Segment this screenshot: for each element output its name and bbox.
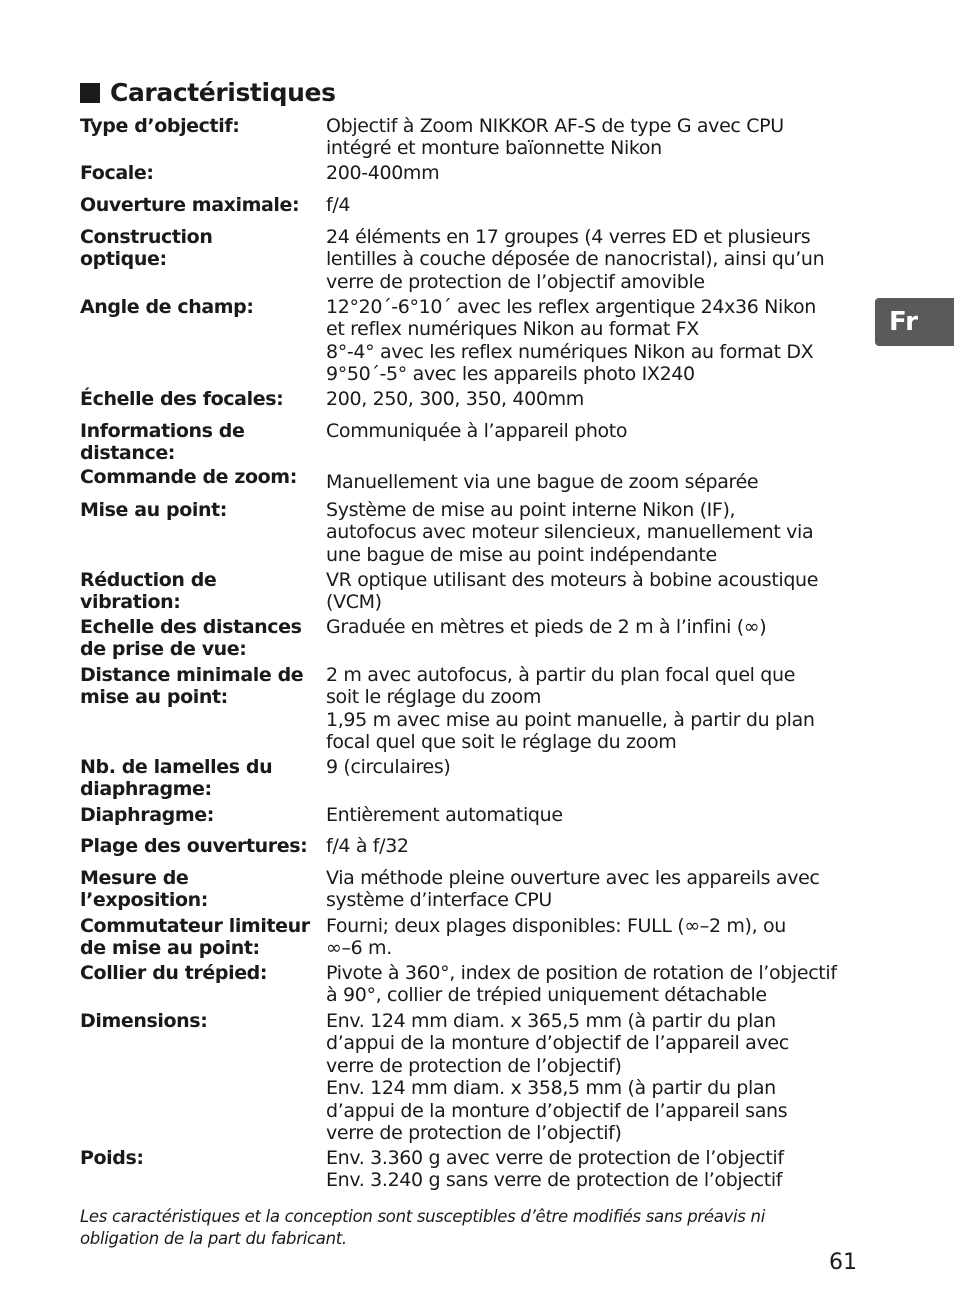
spec-value: Communiquée à l’appareil photo	[326, 420, 628, 442]
spec-value: 200, 250, 300, 350, 400mm	[326, 388, 584, 410]
spec-term: Distance minimale de mise au point:	[80, 664, 304, 709]
footnote: Les caractéristiques et la conception sont susceptibles d’être modifiés sans préavis ni obligation de la part du fabricant.	[80, 1207, 765, 1248]
spec-value: f/4	[326, 194, 351, 216]
spec-term: Poids:	[80, 1147, 144, 1169]
spec-value: 12°20´-6°10´ avec les reflex argentique 24x36 Nikon et reflex numériques Nikon au format FX 8°-4° avec les reflex numériques Nikon au format DX 9°50´-5° avec les appareils photo IX240	[326, 296, 816, 386]
spec-term: Commande de zoom:	[80, 466, 297, 488]
spec-value: Env. 3.360 g avec verre de protection de l’objectif Env. 3.240 g sans verre de protection de l’objectif	[326, 1147, 784, 1192]
spec-term: Nb. de lamelles du diaphragme:	[80, 756, 273, 801]
spec-term: Informations de distance:	[80, 420, 245, 465]
spec-term: Echelle des distances de prise de vue:	[80, 616, 302, 661]
section-title: Caractéristiques	[110, 78, 336, 107]
spec-term: Mesure de l’exposition:	[80, 867, 208, 912]
spec-term: Type d’objectif:	[80, 115, 240, 137]
spec-term: Angle de champ:	[80, 296, 254, 318]
spec-value: VR optique utilisant des moteurs à bobine acoustique (VCM)	[326, 569, 819, 614]
spec-value: 200-400mm	[326, 162, 440, 184]
spec-term: Construction optique:	[80, 226, 213, 271]
spec-term: Réduction de vibration:	[80, 569, 217, 614]
page-number: 61	[829, 1250, 857, 1275]
spec-term: Échelle des focales:	[80, 388, 284, 410]
spec-term: Focale:	[80, 162, 154, 184]
square-bullet-icon	[80, 83, 100, 103]
spec-value: 24 éléments en 17 groupes (4 verres ED et plusieurs lentilles à couche déposée de nanocristal), ainsi qu’un verre de protection de l’objectif amovible	[326, 226, 825, 293]
spec-term: Plage des ouvertures:	[80, 835, 308, 857]
spec-term: Mise au point:	[80, 499, 227, 521]
spec-term: Commutateur limiteur de mise au point:	[80, 915, 310, 960]
spec-value: 2 m avec autofocus, à partir du plan focal quel que soit le réglage du zoom 1,95 m avec mise au point manuelle, à partir du plan focal quel que soit le réglage du zoom	[326, 664, 815, 754]
spec-term: Ouverture maximale:	[80, 194, 300, 216]
section-heading	[80, 78, 336, 107]
spec-term: Dimensions:	[80, 1010, 208, 1032]
spec-value: Système de mise au point interne Nikon (IF), autofocus avec moteur silencieux, manuellement via une bague de mise au point indépendante	[326, 499, 814, 566]
spec-value: 9 (circulaires)	[326, 756, 451, 778]
spec-term: Diaphragme:	[80, 804, 214, 826]
spec-value: Entièrement automatique	[326, 804, 563, 826]
spec-value: Pivote à 360°, index de position de rotation de l’objectif à 90°, collier de trépied uniquement détachable	[326, 962, 837, 1007]
spec-value: Manuellement via une bague de zoom séparée	[326, 471, 759, 493]
spec-value: f/4 à f/32	[326, 835, 409, 857]
spec-value: Env. 124 mm diam. x 365,5 mm (à partir du plan d’appui de la monture d’objectif de l’appareil avec verre de protection de l’objectif) Env. 124 mm diam. x 358,5 mm (à partir du plan d’appui de la monture d’objectif de l’appareil sans verre de protection de l’objectif)	[326, 1010, 789, 1145]
spec-value: Fourni; deux plages disponibles: FULL (∞–2 m), ou ∞–6 m.	[326, 915, 786, 960]
language-tab: Fr	[875, 298, 954, 346]
spec-value: Objectif à Zoom NIKKOR AF-S de type G avec CPU intégré et monture baïonnette Nikon	[326, 115, 784, 160]
spec-term: Collier du trépied:	[80, 962, 268, 984]
spec-value: Via méthode pleine ouverture avec les appareils avec système d’interface CPU	[326, 867, 820, 912]
spec-value: Graduée en mètres et pieds de 2 m à l’infini (∞)	[326, 616, 767, 638]
